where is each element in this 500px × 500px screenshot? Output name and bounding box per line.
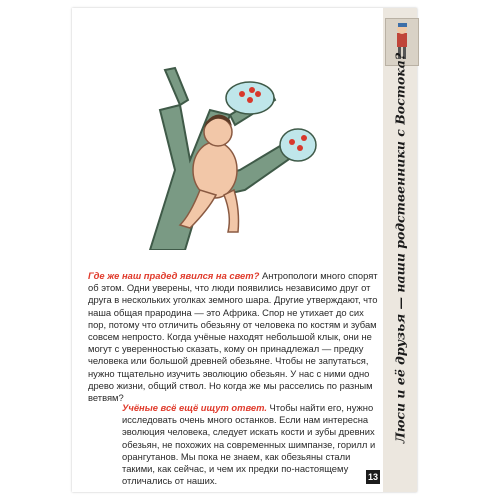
paragraph-lead-red: Учёные всё ещё ищут ответ. xyxy=(122,402,267,413)
page-number: 13 xyxy=(367,472,378,482)
paragraph-lead-red: Где же наш прадед явился на свет? xyxy=(88,270,260,281)
paragraph-origin xyxy=(88,270,380,404)
side-chapter-title: Люси и её друзья — наши родственники с Востока? xyxy=(392,52,408,444)
paragraph-body: Чтобы найти его, нужно исследовать очень много останков. Если нам интересна эволюция человека, следует искать кости и зубы древних обезьян, не похожих на современных шимпанзе, горилл и орангутанов. Мы пока не знаем, как обезьяны стали такими, как сейчас, и чем их предки по-настоящему отличались от наших. xyxy=(122,402,376,487)
tree-illustration xyxy=(120,50,320,250)
paragraph-body: Антропологи много спорят об этом. Одни уверены, что люди появились независимо друг от друга в нескольких уголках земного шара. Другие утверждают, что наша общая прародина — это Африка. Спор не утихает до сих пор, потому что отличить обезьяну от человека по костям и зубам совсем непросто. Когда учёные находят небольшой клык, они не могут с уверенностью сказать, кому он принадлежал — предку человека или большой древней обезьяне. Чтобы не запутаться, нужно тщательно изучить эволюцию обезьян. У нас с ними одно древо жизни, общий ствол. Но когда же мы расселись по разным ветвям? xyxy=(88,270,378,404)
paragraph-search xyxy=(122,402,384,487)
